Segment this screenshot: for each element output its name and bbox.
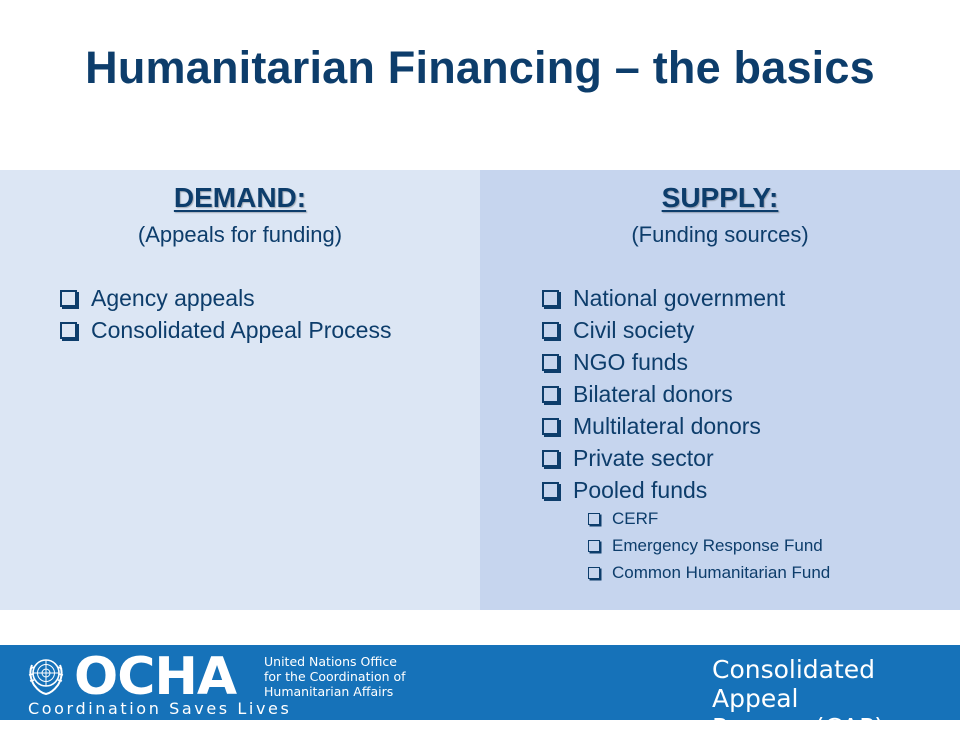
demand-heading: DEMAND: bbox=[173, 182, 307, 213]
list-item: NGO funds bbox=[542, 346, 785, 378]
checkbox-icon bbox=[542, 354, 559, 371]
checkbox-icon bbox=[542, 482, 559, 499]
list-item: Agency appeals bbox=[60, 282, 391, 314]
list-item: CERF bbox=[588, 505, 830, 532]
checkbox-icon bbox=[60, 290, 77, 307]
tagline: Coordination Saves Lives bbox=[28, 699, 292, 718]
list-item: Civil society bbox=[542, 314, 785, 346]
footer-bar bbox=[0, 645, 960, 742]
un-emblem-icon bbox=[26, 653, 66, 697]
list-item: Bilateral donors bbox=[542, 378, 785, 410]
checkbox-icon bbox=[588, 513, 600, 525]
checkbox-icon bbox=[542, 322, 559, 339]
checkbox-icon bbox=[542, 290, 559, 307]
slide-title: Humanitarian Financing – the basics bbox=[85, 42, 875, 93]
supply-heading: SUPPLY: bbox=[661, 182, 779, 213]
list-item: Emergency Response Fund bbox=[588, 532, 830, 559]
checkbox-icon bbox=[542, 418, 559, 435]
supply-subheading: (Funding sources) bbox=[631, 222, 809, 247]
list-item: Private sector bbox=[542, 442, 785, 474]
list-item: Consolidated Appeal Process bbox=[60, 314, 391, 346]
checkbox-icon bbox=[588, 540, 600, 552]
cap-label: Consolidated Appeal Process (CAP) bbox=[712, 655, 884, 742]
list-item: Pooled funds bbox=[542, 474, 785, 506]
ocha-logo-text: OCHA bbox=[74, 647, 237, 707]
org-name: United Nations Office for the Coordination of Humanitarian Affairs bbox=[264, 654, 406, 699]
pooled-funds-sublist bbox=[588, 505, 830, 586]
demand-list bbox=[60, 282, 391, 346]
checkbox-icon bbox=[60, 322, 77, 339]
checkbox-icon bbox=[542, 386, 559, 403]
demand-subheading: (Appeals for funding) bbox=[137, 222, 343, 247]
list-item: Common Humanitarian Fund bbox=[588, 559, 830, 586]
list-item: National government bbox=[542, 282, 785, 314]
list-item: Multilateral donors bbox=[542, 410, 785, 442]
checkbox-icon bbox=[542, 450, 559, 467]
checkbox-icon bbox=[588, 567, 600, 579]
supply-list bbox=[542, 282, 785, 506]
